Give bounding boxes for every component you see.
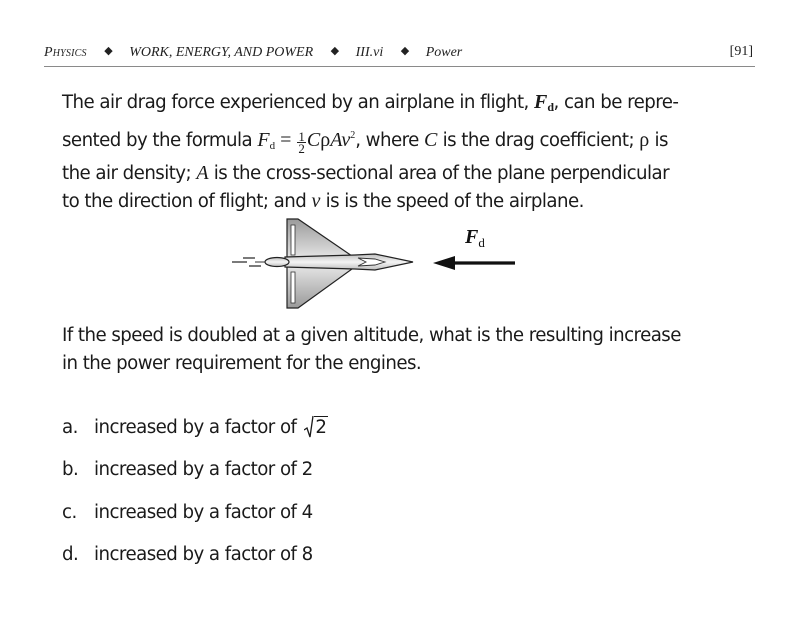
- variable-rho: ρ: [639, 128, 650, 151]
- diamond-bullet-icon: ◆: [104, 45, 113, 57]
- choice-letter: d.: [62, 544, 79, 565]
- choice-letter: a.: [62, 417, 78, 438]
- text-run: is is the speed of the airplane.: [320, 190, 584, 212]
- choice-text: [94, 414, 328, 442]
- formula-exponent: 2: [350, 129, 356, 141]
- intro-line-2: [62, 122, 752, 161]
- drag-formula: [257, 128, 356, 156]
- choice-label: increased by a factor of: [94, 417, 297, 438]
- formula-c: C: [306, 128, 321, 151]
- intro-paragraph: [62, 89, 752, 215]
- text-run: the air density;: [62, 163, 197, 184]
- fraction-denominator: 2: [298, 140, 305, 156]
- square-root-icon: [304, 414, 328, 442]
- running-header: [44, 44, 755, 66]
- drag-force-label: [465, 226, 485, 251]
- variable-a: A: [196, 162, 209, 184]
- formula-equals: =: [275, 128, 297, 151]
- choice-text: increased by a factor of 2: [94, 459, 313, 480]
- formula-fraction: [297, 128, 306, 156]
- text-run: sented by the formula: [62, 129, 258, 151]
- airplane-drag-figure: [225, 212, 525, 312]
- formula-a: A: [330, 128, 342, 151]
- intro-line-1: [62, 89, 752, 122]
- text-run: to the direction of flight; and: [62, 190, 312, 212]
- choice-letter: c.: [62, 502, 77, 523]
- question-paragraph: [62, 322, 752, 377]
- text-run: The air drag force experienced by an airplane in flight,: [62, 92, 535, 113]
- force-variable: F: [534, 91, 548, 113]
- choice-letter: b.: [62, 459, 79, 480]
- diamond-bullet-icon: ◆: [400, 45, 410, 57]
- header-chapter: WORK, ENERGY, AND POWER: [129, 45, 314, 60]
- radicand: 2: [315, 417, 327, 438]
- formula-lhs: F: [257, 128, 270, 151]
- text-run: is the drag coefficient;: [437, 129, 640, 151]
- question-line-2: in the power requirement for the engines.: [62, 352, 422, 374]
- diamond-bullet-icon: ◆: [330, 45, 340, 57]
- text-run: is the cross-sectional area of the plane perpendicular: [208, 163, 670, 184]
- force-label-var: F: [465, 226, 479, 248]
- formula-lhs-subscript: d: [269, 139, 276, 152]
- header-topic: Power: [425, 45, 463, 60]
- text-run: , where: [355, 129, 425, 151]
- header-section: III.vi: [355, 45, 384, 60]
- force-subscript: d: [547, 100, 554, 114]
- page-number: [91]: [729, 44, 753, 59]
- text-run: , can be repre-: [553, 92, 679, 113]
- header-subject: Physics: [44, 45, 87, 60]
- fraction-numerator: 1: [298, 128, 305, 144]
- force-label-subscript: d: [478, 235, 485, 250]
- choice-text: increased by a factor of 4: [94, 502, 313, 523]
- variable-c: C: [424, 128, 438, 151]
- header-divider: [44, 66, 755, 67]
- formula-v: v: [341, 128, 351, 151]
- breadcrumb: [44, 45, 462, 61]
- intro-line-4: [62, 188, 752, 216]
- variable-v: v: [311, 189, 321, 212]
- formula-rho: ρ: [320, 128, 331, 151]
- choice-text: increased by a factor of 8: [94, 544, 313, 565]
- text-run: is: [649, 129, 668, 151]
- intro-line-3: [62, 160, 752, 188]
- question-line-1: If the speed is doubled at a given altitude, what is the resulting increase: [62, 325, 681, 346]
